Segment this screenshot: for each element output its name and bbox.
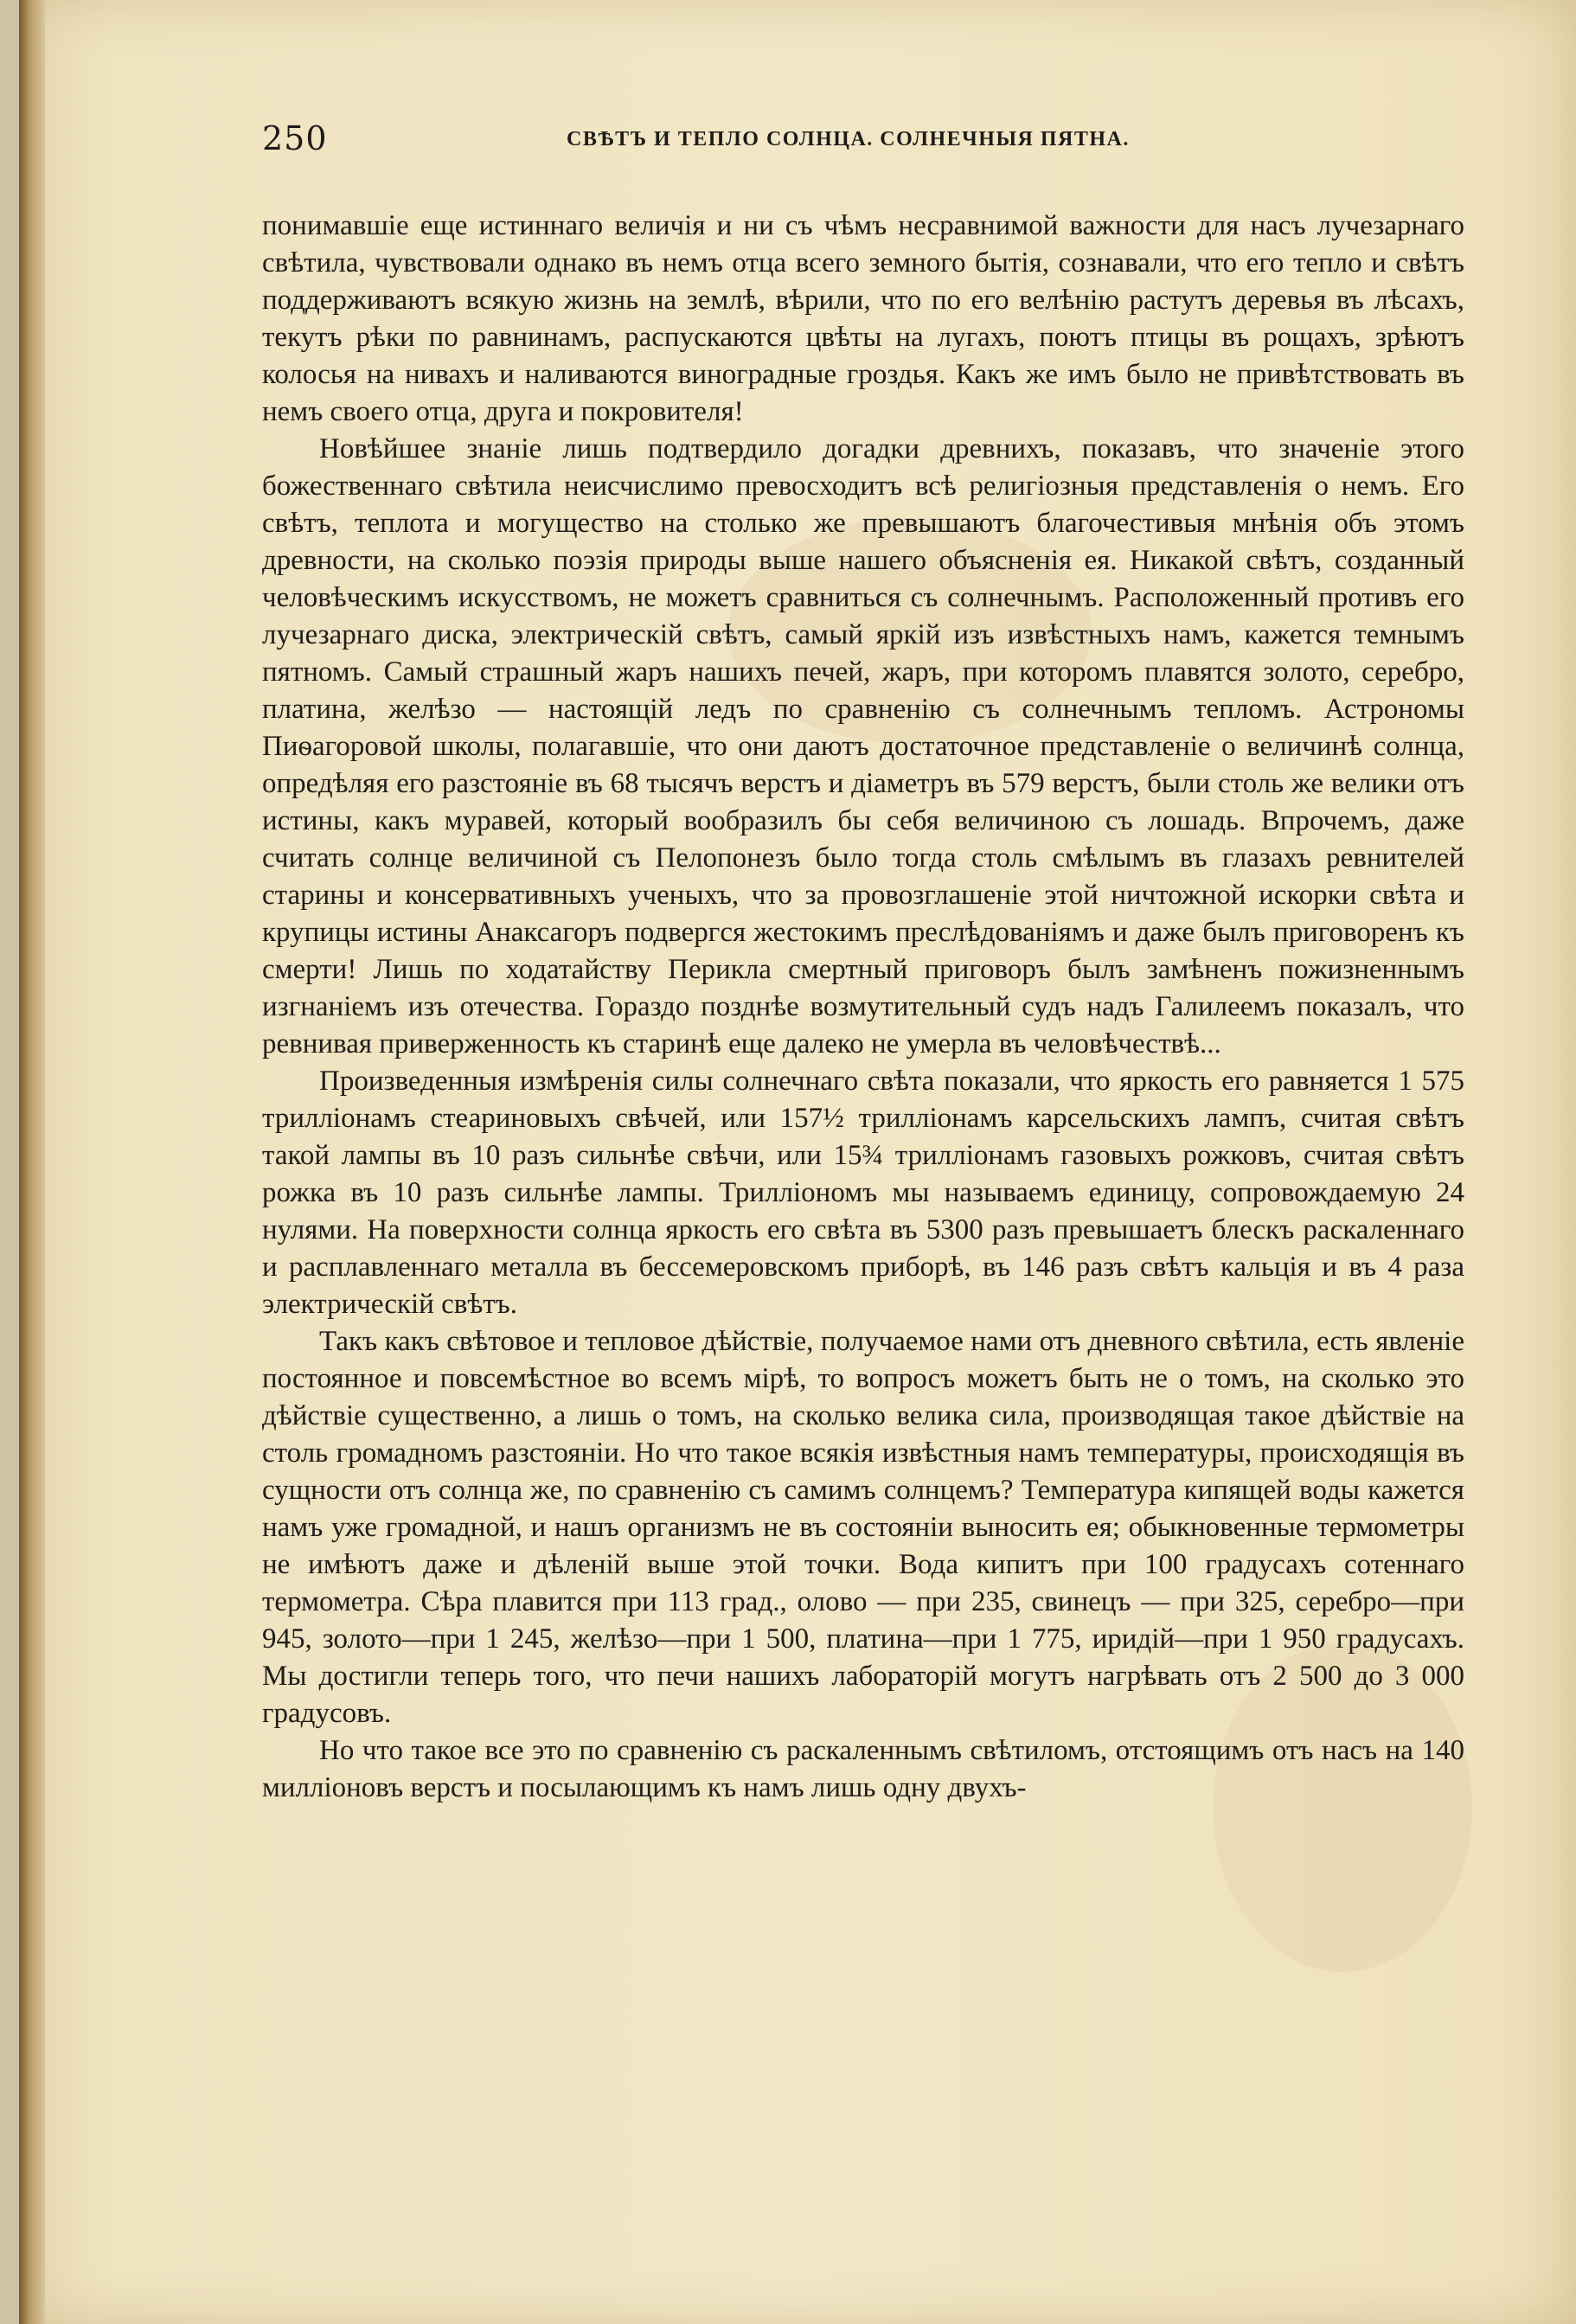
body-text [262, 208, 1464, 1807]
book-spine-edge [19, 0, 45, 2324]
running-title: СВѢТЪ И ТЕПЛО СОЛНЦА. СОЛНЕЧНЫЯ ПЯТНА. [567, 128, 1130, 150]
paragraph: Новѣйшее знаніе лишь подтвердило догадки древнихъ, показавъ, что значеніе этого божественнаго свѣтила неисчислимо превосходитъ всѣ религіозныя представленія о немъ. Его свѣтъ, теплота и могущество на столько же превышаютъ благочестивыя мнѣнія объ этомъ древности, на сколько поэзія природы выше нашего объясненія ея. Никакой свѣтъ, созданный человѣческимъ искусствомъ, не можетъ сравниться съ солнечнымъ. Расположенный противъ его лучезарнаго диска, электрическій свѣтъ, самый яркій изъ извѣстныхъ намъ, кажется темнымъ пятномъ. Самый страшный жаръ нашихъ печей, жаръ, при которомъ плавятся золото, серебро, платина, желѣзо — настоящій ледъ по сравненію съ солнечнымъ тепломъ. Астрономы Пиѳагоровой школы, полагавшіе, что они даютъ достаточное представленіе о величинѣ солнца, опредѣляя его разстояніе въ 68 тысячъ верстъ и діаметръ въ 579 верстъ, были столь же велики отъ истины, какъ муравей, который вообразилъ бы себя величиною съ лошадь. Впрочемъ, даже считать солнце величиной съ Пелопонезъ было тогда столь смѣлымъ въ глазахъ ревнителей старины и консервативныхъ ученыхъ, что за провозглашеніе этой ничтожной искорки свѣта и крупицы истины Анаксагоръ подвергся жестокимъ преслѣдованіямъ и даже былъ приговоренъ къ смерти! Лишь по ходатайству Перикла смертный приговоръ былъ замѣненъ пожизненнымъ изгнаніемъ изъ отечества. Гораздо позднѣе возмутительный судъ надъ Галилеемъ показалъ, что ревнивая приверженность къ старинѣ еще далеко не умерла въ человѣчествѣ... [262, 433, 1464, 1060]
paragraph: Такъ какъ свѣтовое и тепловое дѣйствіе, получаемое нами отъ дневного свѣтила, есть явленіе постоянное и повсемѣстное во всемъ мірѣ, то вопросъ можетъ быть не о томъ, на сколько это дѣйствіе существенно, а лишь о томъ, на сколько велика сила, производящая такое дѣйствіе на столь громадномъ разстояніи. Но что такое всякія извѣстныя намъ температуры, происходящія въ сущности отъ солнца же, по сравненію съ самимъ солнцемъ? Температура кипящей воды кажется намъ уже громадной, и нашъ организмъ не въ состояніи выносить ея; обыкновенные термометры не имѣютъ даже и дѣленій выше этой точки. Вода кипитъ при 100 градусахъ сотеннаго термометра. Сѣра плавится при 113 град., олово — при 235, свинецъ — при 325, серебро—при 945, золото—при 1 245, желѣзо—при 1 500, платина—при 1 775, иридій—при 1 950 градусахъ. Мы достигли теперь того, что печи нашихъ лабораторій могутъ нагрѣвать отъ 2 500 до 3 000 градусовъ. [262, 1326, 1464, 1729]
paragraph: Произведенныя измѣренія силы солнечнаго свѣта показали, что яркость его равняется 1 575 трилліонамъ стеариновыхъ свѣчей, или 157½ трилліонамъ карсельскихъ лампъ, считая свѣтъ такой лампы въ 10 разъ сильнѣе свѣчи, или 15¾ трилліонамъ газовыхъ рожковъ, считая свѣтъ рожка въ 10 разъ сильнѣе лампы. Трилліономъ мы называемъ единицу, сопровождаемую 24 нулями. На поверхности солнца яркость его свѣта въ 5300 разъ превышаетъ блескъ раскаленнаго и расплавленнаго металла въ бессемеровскомъ приборѣ, въ 146 разъ свѣтъ кальція и въ 4 раза электрическій свѣтъ. [262, 1066, 1464, 1320]
paragraph: понимавшіе еще истиннаго величія и ни съ чѣмъ несравнимой важности для насъ лучезарнаго свѣтила, чувствовали однако въ немъ отца всего земного бытія, сознавали, что его тепло и свѣтъ поддерживаютъ всякую жизнь на землѣ, вѣрили, что по его велѣнію растутъ деревья въ лѣсахъ, текутъ рѣки по равнинамъ, распускаются цвѣты на лугахъ, поютъ птицы въ рощахъ, зрѣютъ колосья на нивахъ и наливаются виноградные гроздья. Какъ же имъ было не привѣтствовать въ немъ своего отца, друга и покровителя! [262, 210, 1464, 427]
page-header [262, 119, 1464, 161]
paragraph: Но что такое все это по сравненію съ раскаленнымъ свѣтиломъ, отстоящимъ отъ насъ на 140 милліоновъ верстъ и посылающимъ къ намъ лишь одну двухъ- [262, 1735, 1464, 1803]
page-number: 250 [262, 119, 328, 157]
